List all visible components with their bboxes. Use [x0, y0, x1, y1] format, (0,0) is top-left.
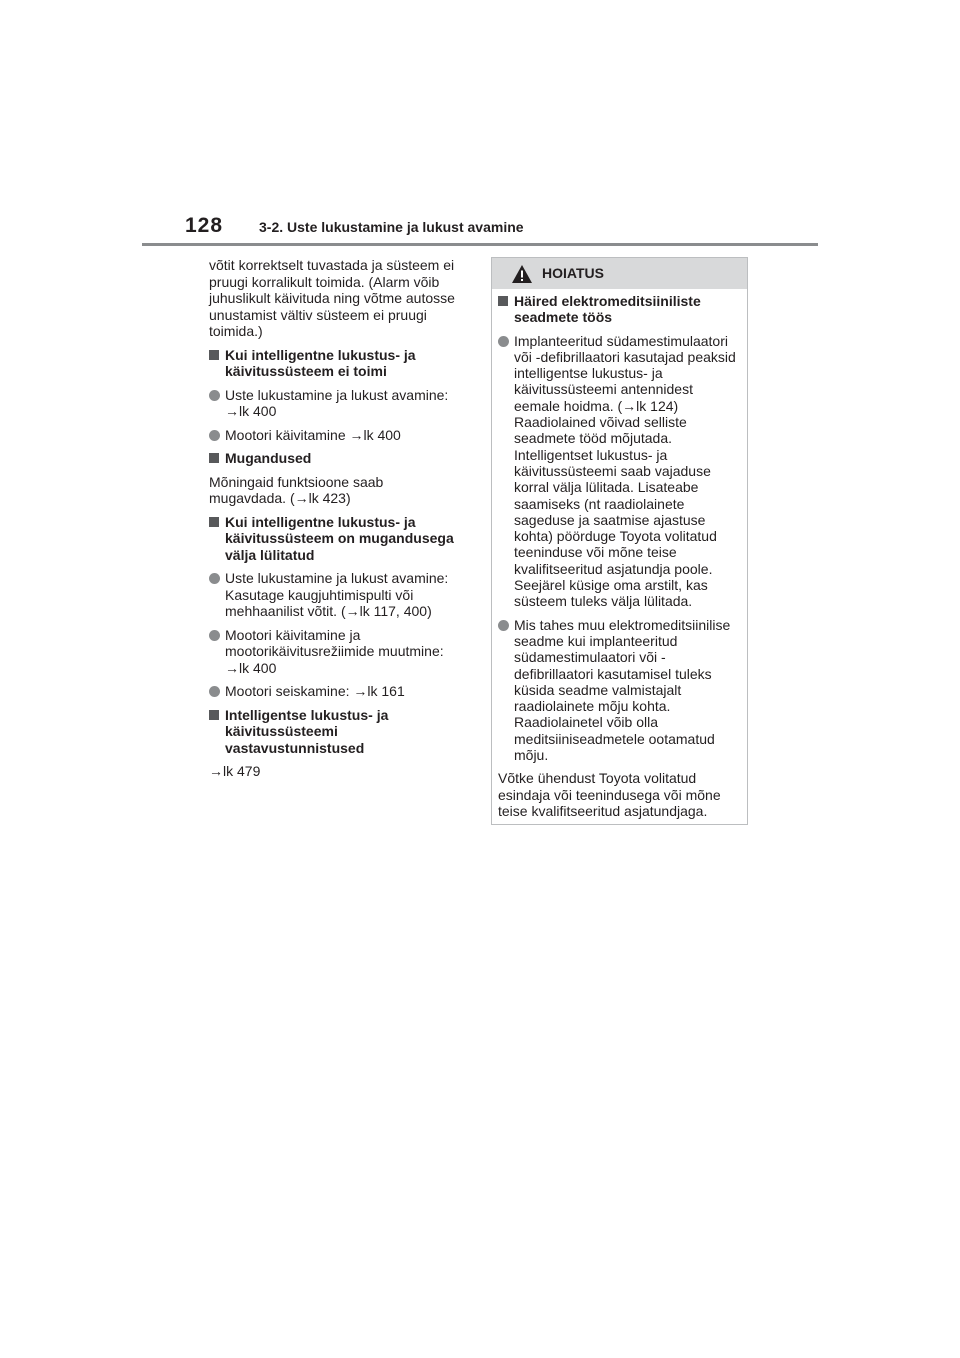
text-line: Intelligentset lukustus- ja: [514, 446, 668, 463]
circle-bullet-icon: [498, 336, 509, 347]
circle-bullet-icon: [209, 573, 220, 584]
text-line: Intelligentse lukustus- ja: [225, 706, 389, 723]
bullet-text: [225, 427, 471, 444]
text-line: käivitussüsteemi saab vajaduse: [514, 462, 711, 479]
bullet-item: [209, 627, 471, 677]
text-line: mootorikäivitusrežiimide muutmine:: [225, 643, 444, 659]
text-line: käivitussüsteem ei toimi: [225, 363, 387, 379]
bullet-item: [209, 570, 471, 620]
text-line: Kasutage kaugjuhtimispulti või: [225, 586, 414, 603]
heading-disabled: [209, 514, 471, 564]
bullet-text: [514, 617, 741, 764]
text-line: vastavustunnistused: [225, 739, 365, 756]
bullet-item: [209, 683, 471, 700]
circle-bullet-icon: [209, 390, 220, 401]
text-line: Raadiolained võivad selliste: [514, 414, 687, 431]
text-line: Implanteeritud südamestimulaatori: [514, 332, 728, 349]
heading-customization: [209, 450, 471, 467]
bullet-item: [209, 387, 471, 420]
warning-body: [492, 289, 747, 819]
text-line: juhuslikult käivituda ning võtme autosse: [209, 290, 455, 306]
text-line: mehhaanilist võtit. (→lk 117, 400): [225, 603, 432, 619]
bullet-text: [225, 683, 471, 700]
bullet-text: [225, 570, 471, 620]
text-line: esindaja või teenindusega või mõne: [498, 786, 721, 803]
text-line: unustamist vältiv süsteem ei pruugi: [209, 306, 427, 323]
square-bullet-icon: [209, 453, 219, 463]
bullet-text: [514, 333, 741, 610]
heading-certifications: [209, 707, 471, 757]
text-line: käivitussüsteem on mugandusega: [225, 530, 454, 546]
warning-triangle-icon: [511, 264, 533, 284]
heading-text: [225, 347, 471, 380]
text-line: Uste lukustamine ja lukust avamine:: [225, 386, 449, 403]
square-bullet-icon: [209, 710, 219, 720]
text-line: teise kvalifitseeritud asjatundjaga.: [498, 802, 708, 819]
left-column: [209, 257, 471, 787]
text-line: kohta) pöörduge Toyota volitatud: [514, 528, 717, 545]
text-line: südamestimulaatori või -: [514, 649, 666, 666]
text-line: Mootori käivitamine →lk 400: [225, 426, 401, 443]
text-line: pruugi korralikult toimida. (Alarm võib: [209, 273, 440, 290]
warning-heading: [498, 293, 741, 326]
text-line: käivitussüsteemi antennidest: [514, 381, 693, 398]
text-line: meditsiiniseadmetele ootamatud: [514, 730, 715, 747]
text-line: süsteem tuleks välja lülitada.: [514, 593, 693, 610]
square-bullet-icon: [209, 350, 219, 360]
circle-bullet-icon: [498, 620, 509, 631]
circle-bullet-icon: [209, 630, 220, 641]
text-line: Raadiolainetel võib olla: [514, 714, 658, 731]
warning-box: [491, 257, 748, 825]
circle-bullet-icon: [209, 686, 220, 697]
text-line: seadmete tööd mõjutada.: [514, 430, 672, 447]
bullet-item: [498, 617, 741, 764]
bullet-text: [225, 627, 471, 677]
text-line: mugavdada. (→lk 423): [209, 490, 351, 506]
text-line: saamiseks (nt raadiolainete: [514, 495, 685, 512]
text-line: raadiolainete mõju kohta.: [514, 698, 671, 715]
text-line: eemale hoidma. (→lk 124): [514, 397, 679, 414]
heading-text: [514, 293, 741, 326]
square-bullet-icon: [498, 296, 508, 306]
text-line: seadmete töös: [514, 309, 613, 326]
text-line: või -defibrillaatori kasutajad peaksid: [514, 348, 736, 365]
text-line: kvalifitseeritud asjatundja poole.: [514, 560, 713, 577]
text-line: →lk 400: [225, 659, 277, 676]
text-line: Mugandused: [225, 450, 312, 466]
bullet-item: [498, 333, 741, 610]
text-line: Mõningaid funktsioone saab: [209, 473, 384, 490]
text-line: käivitussüsteemi: [225, 723, 338, 739]
intro-paragraph: [209, 257, 471, 340]
heading-text: [225, 707, 471, 757]
header-divider: [142, 243, 818, 246]
warning-title: HOIATUS: [542, 265, 604, 281]
text-line: →lk 400: [225, 403, 277, 419]
text-line: mõju.: [514, 747, 549, 764]
text-line: küsida seadme valmistajalt: [514, 681, 682, 698]
square-bullet-icon: [209, 517, 219, 527]
warning-paragraph: [498, 770, 741, 819]
text-line: Mis tahes muu elektromeditsiinilise: [514, 616, 731, 633]
heading-not-working: [209, 347, 471, 380]
heading-text: [225, 450, 471, 467]
text-line: Uste lukustamine ja lukust avamine:: [225, 570, 449, 586]
text-line: intelligentse lukustus- ja: [514, 365, 663, 382]
certifications-reference: [209, 763, 471, 780]
text-line: Kui intelligentne lukustus- ja: [225, 513, 416, 530]
text-line: võtit korrektselt tuvastada ja süsteem ei: [209, 257, 455, 273]
circle-bullet-icon: [209, 430, 220, 441]
bullet-item: [209, 427, 471, 444]
page-number: 128: [185, 214, 224, 237]
text-line: Seejärel küsige oma arstilt, kas: [514, 577, 708, 594]
text-line: toimida.): [209, 323, 263, 339]
section-title: 3-2. Uste lukustamine ja lukust avamine: [259, 219, 524, 235]
text-line: Võtke ühendust Toyota volitatud: [498, 770, 697, 787]
warning-header: [492, 258, 747, 289]
text-line: välja lülitatud: [225, 546, 315, 563]
heading-text: [225, 514, 471, 564]
text-line: teeninduse või mõne teise: [514, 544, 677, 561]
customization-paragraph: [209, 474, 471, 507]
bullet-text: [225, 387, 471, 420]
text-line: Häired elektromeditsiiniliste: [514, 293, 701, 309]
text-line: seadme kui implanteeritud: [514, 632, 678, 649]
text-line: korral välja lülitada. Lisateabe: [514, 479, 699, 496]
text-line: →lk 479: [209, 763, 261, 779]
text-line: Mootori käivitamine ja: [225, 626, 361, 643]
text-line: Mootori seiskamine: →lk 161: [225, 683, 405, 699]
text-line: Kui intelligentne lukustus- ja: [225, 346, 416, 363]
text-line: defibrillaatori kasutamisel tuleks: [514, 665, 712, 682]
text-line: sageduse ja saatmise ajastuse: [514, 511, 706, 528]
